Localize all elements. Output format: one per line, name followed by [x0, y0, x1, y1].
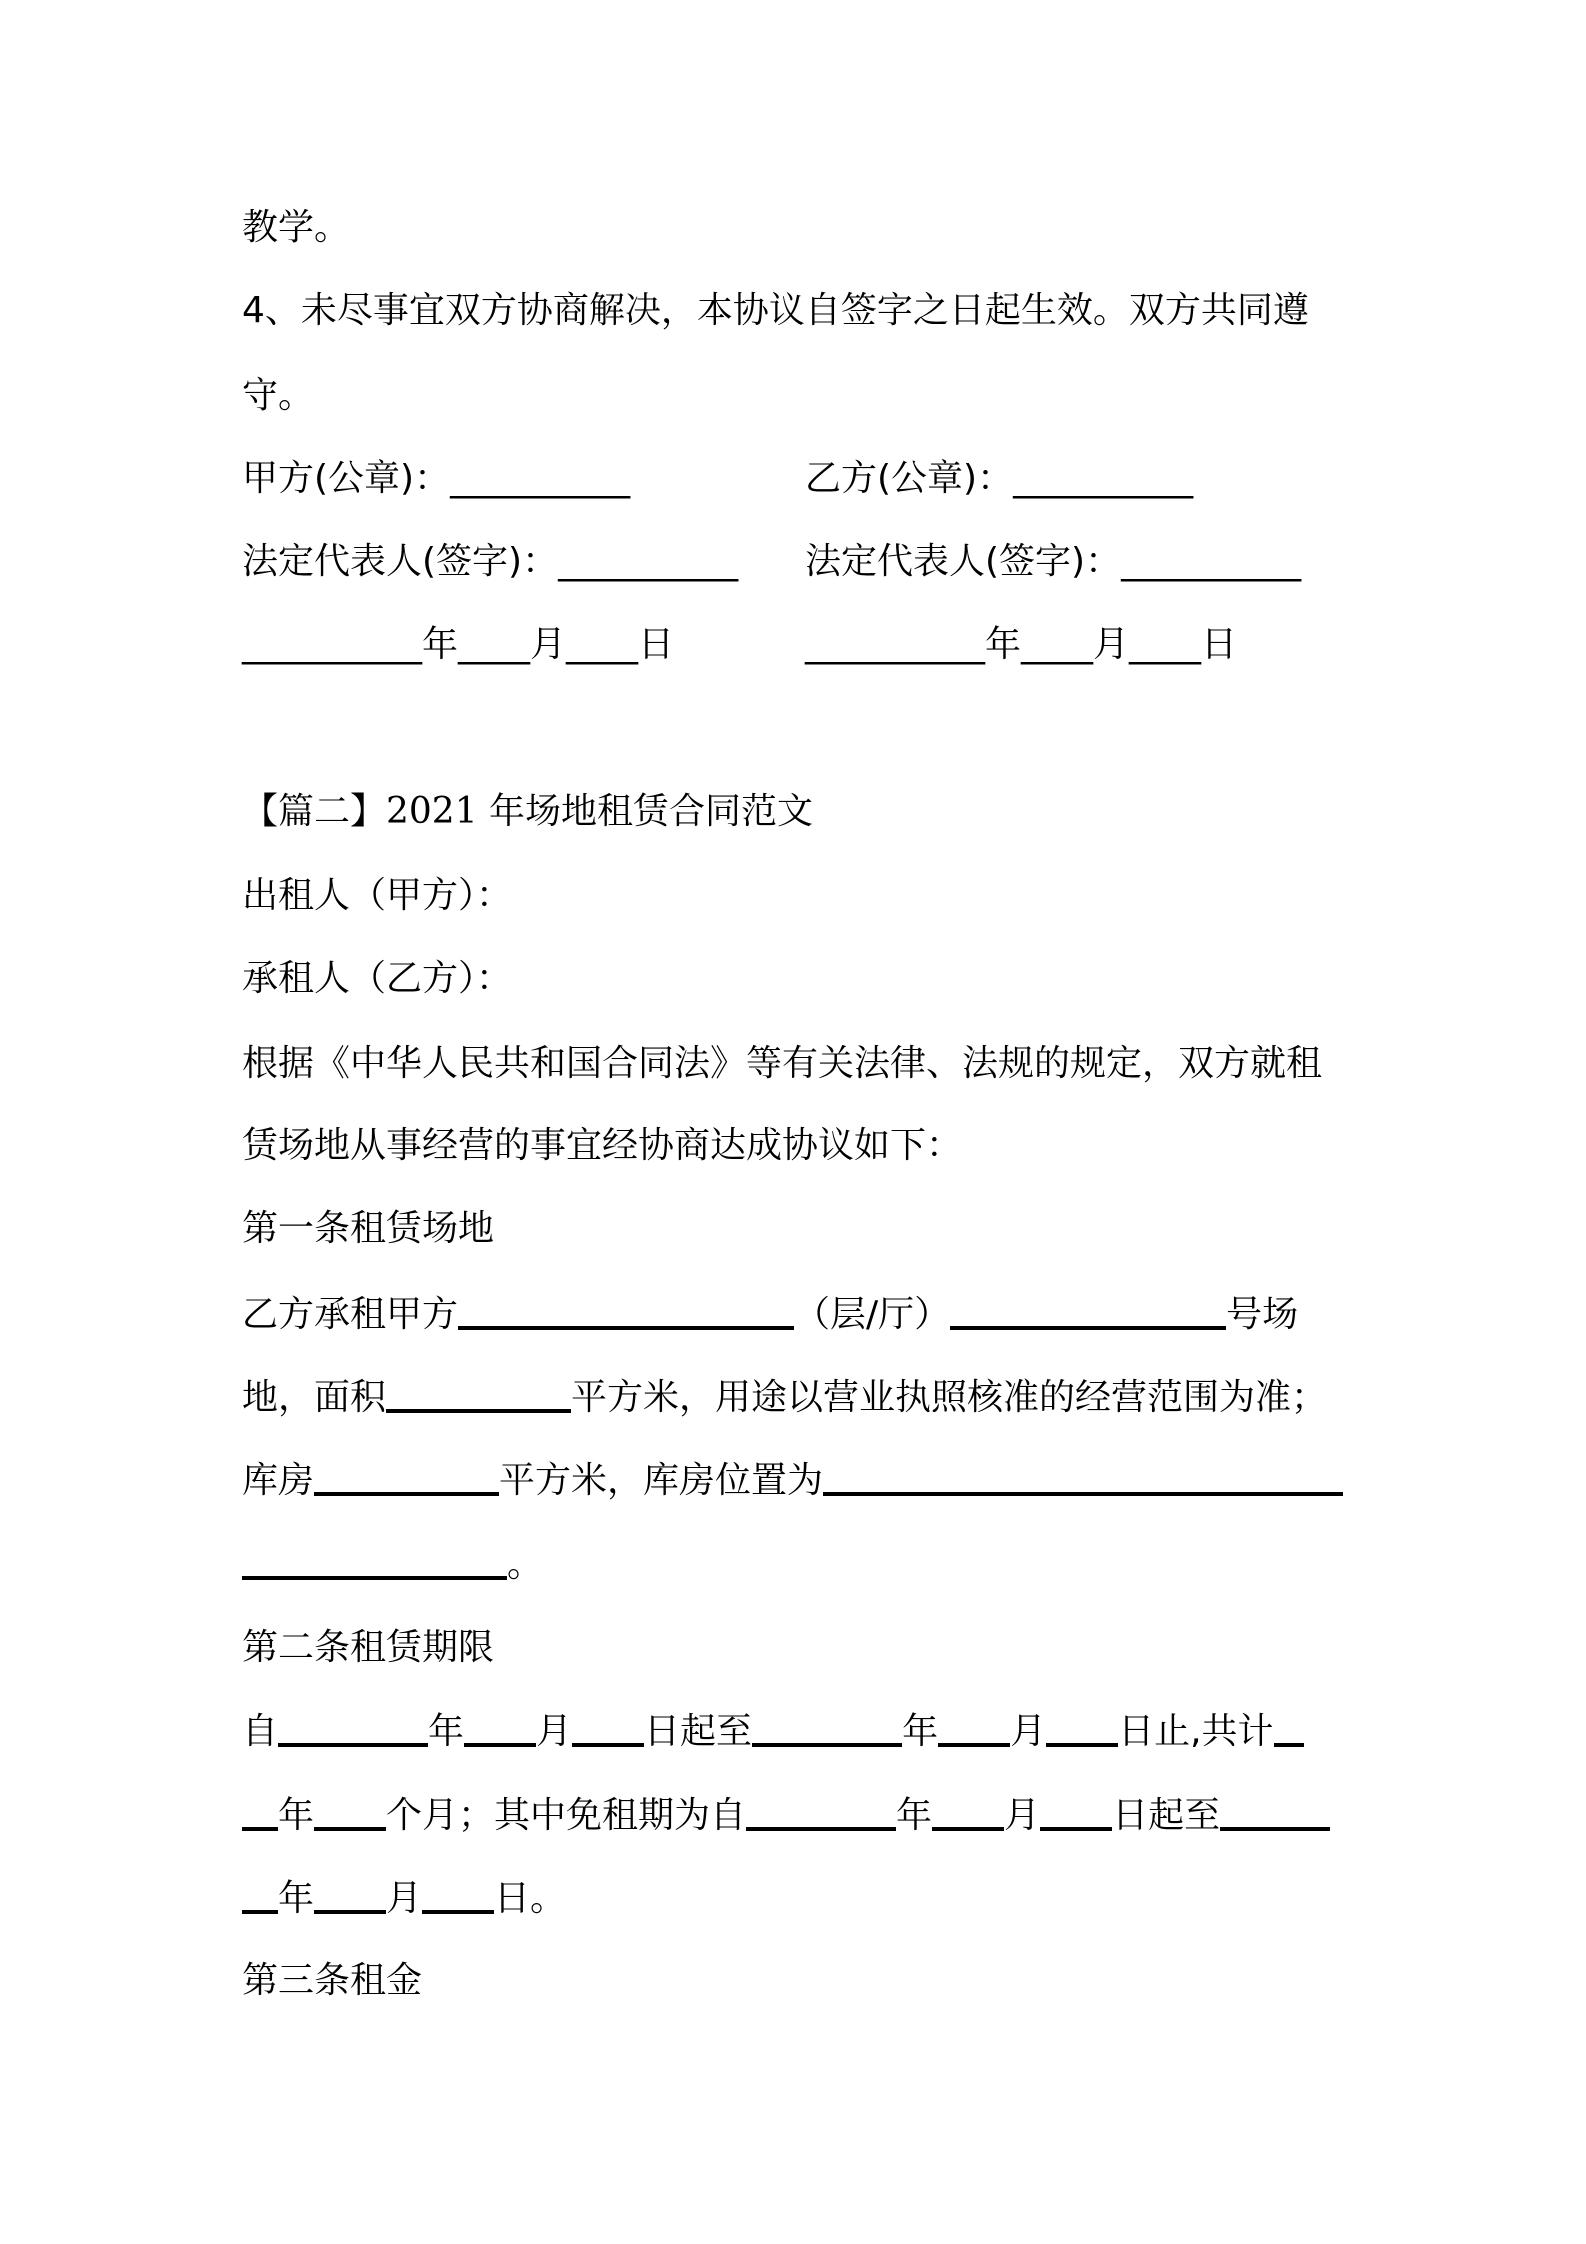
paragraph-line: 教学。	[242, 207, 351, 248]
text: 年	[428, 1711, 465, 1752]
article-3-title: 第三条租金	[242, 1960, 423, 2001]
article-2-title: 第二条租赁期限	[242, 1627, 495, 1668]
blank-underline	[458, 1290, 794, 1330]
article-2-line	[242, 1707, 1304, 1756]
blank-underline	[932, 1791, 1004, 1831]
text: 月	[386, 1878, 423, 1919]
text: 年	[278, 1878, 315, 1919]
blank-underline	[950, 1290, 1226, 1330]
lessee-line: 承租人（乙方）：	[242, 958, 513, 999]
text: 自	[242, 1711, 279, 1752]
blank-underline	[1040, 1791, 1112, 1831]
article-2-line	[242, 1791, 1330, 1840]
text: 月	[1010, 1711, 1047, 1752]
article-1-line	[242, 1290, 1298, 1339]
article-2-line	[242, 1874, 566, 1923]
blank-underline	[1220, 1791, 1330, 1831]
blank-underline	[314, 1456, 499, 1496]
blank-underline	[752, 1707, 902, 1747]
text: 平方米，库房位置为	[499, 1460, 824, 1501]
text: 年	[902, 1711, 939, 1752]
text: 年	[896, 1795, 933, 1836]
signature-row-seal	[242, 455, 1194, 503]
blank-underline	[314, 1874, 386, 1914]
party-b-seal: 乙方(公章)：__________	[805, 458, 1194, 499]
party-a-date: __________年____月____日	[242, 624, 674, 665]
blank-underline	[1274, 1707, 1304, 1747]
text: 月	[1004, 1795, 1041, 1836]
intro-line: 根据《中华人民共和国合同法》等有关法律、法规的规定，双方就租	[242, 1043, 1323, 1084]
blank-underline	[1046, 1707, 1118, 1747]
blank-underline	[823, 1456, 1343, 1496]
signature-row-rep	[242, 538, 1302, 586]
text: 年	[278, 1795, 315, 1836]
text: 个月；其中免租期为自	[386, 1795, 747, 1836]
party-a-seal: 甲方(公章)：__________	[242, 458, 631, 499]
blank-underline	[938, 1707, 1010, 1747]
text: 日止,共计	[1118, 1711, 1274, 1752]
text: 平方米，用途以营业执照核准的经营范围为准；	[571, 1377, 1328, 1418]
blank-underline	[572, 1707, 644, 1747]
text: 库房	[242, 1460, 315, 1501]
text: 。	[507, 1544, 544, 1585]
text: 地，面积	[242, 1377, 387, 1418]
party-b-date: __________年____月____日	[805, 624, 1237, 665]
article-1-line	[242, 1540, 543, 1589]
text: 日。	[494, 1878, 567, 1919]
paragraph-line: 守。	[242, 375, 315, 416]
blank-underline	[242, 1874, 278, 1914]
lessor-line: 出租人（甲方）：	[242, 875, 513, 916]
signature-row-date	[242, 621, 1237, 669]
text: 日起至	[1112, 1795, 1221, 1836]
text: （层/厅）	[794, 1294, 951, 1335]
party-a-representative: 法定代表人(签字)：__________	[242, 541, 739, 582]
intro-line: 赁场地从事经营的事宜经协商达成协议如下：	[242, 1125, 963, 1166]
text: 月	[536, 1711, 573, 1752]
article-1-line	[242, 1373, 1327, 1422]
blank-underline	[422, 1874, 494, 1914]
blank-underline	[242, 1791, 278, 1831]
blank-underline	[278, 1707, 428, 1747]
text: 乙方承租甲方	[242, 1294, 459, 1335]
party-b-representative: 法定代表人(签字)：__________	[805, 541, 1302, 582]
blank-underline	[746, 1791, 896, 1831]
text: 号场	[1226, 1294, 1299, 1335]
blank-underline	[386, 1373, 571, 1413]
paragraph-line: 4、未尽事宜双方协商解决，本协议自签字之日起生效。双方共同遵	[242, 290, 1309, 331]
article-1-line	[242, 1456, 1343, 1505]
article-1-title: 第一条租赁场地	[242, 1208, 495, 1249]
blank-underline	[464, 1707, 536, 1747]
blank-underline	[314, 1791, 386, 1831]
blank-underline	[242, 1540, 507, 1580]
text: 日起至	[644, 1711, 753, 1752]
section-heading: 【篇二】2021 年场地租赁合同范文	[242, 791, 814, 832]
